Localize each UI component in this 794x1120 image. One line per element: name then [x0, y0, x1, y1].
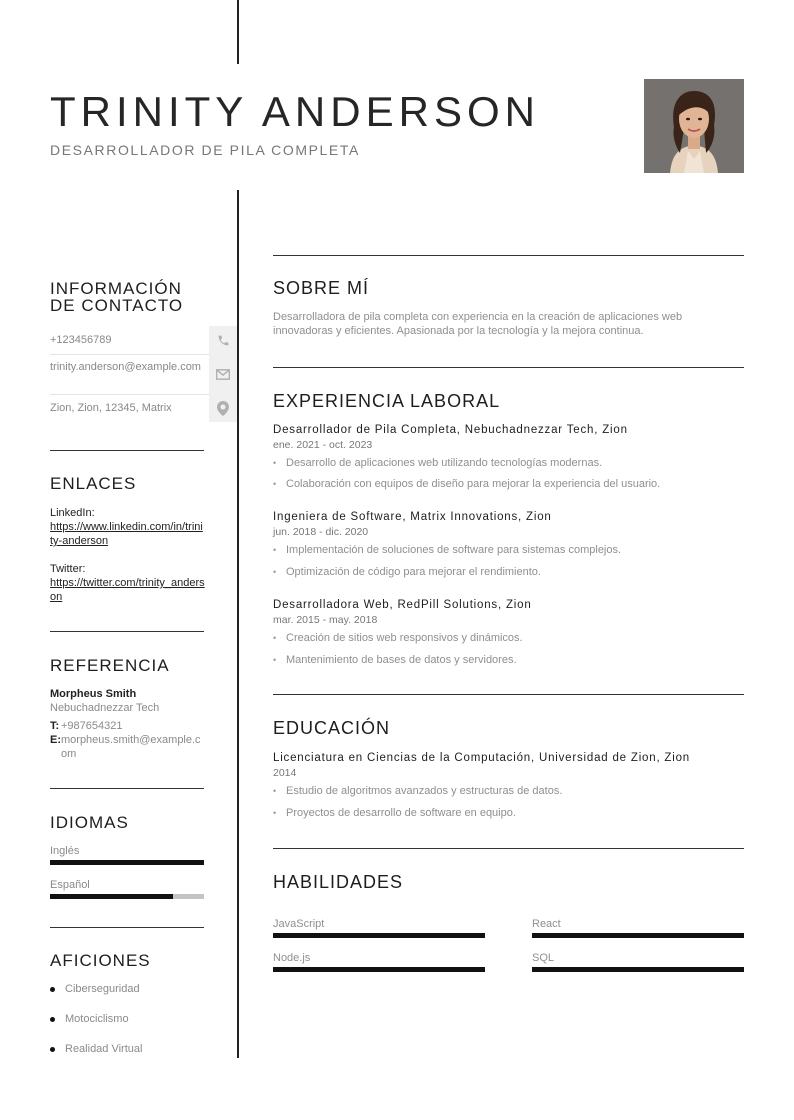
section-divider: [273, 848, 744, 849]
education-bullet-text: Estudio de algoritmos avanzados y estructuras de datos.: [286, 785, 563, 797]
job-entry-title: Ingeniera de Software, Matrix Innovations, Zion: [273, 511, 552, 523]
job-entry-dates: ene. 2021 - oct. 2023: [273, 439, 373, 451]
reference-company: Nebuchadnezzar Tech: [50, 702, 160, 714]
section-divider: [273, 367, 744, 368]
languages-section: [50, 814, 205, 831]
contact-heading-line2: DE CONTACTO: [50, 296, 184, 315]
skill-level-fill: [532, 967, 744, 972]
skill-name: SQL: [532, 952, 555, 964]
hobbies-section: [50, 952, 205, 969]
bullet-icon: [50, 1017, 55, 1022]
skill-level-bar: [273, 933, 485, 938]
education-bullet: • Proyectos de desarrollo de software en equipo.: [273, 807, 516, 819]
language-level-fill: [50, 894, 173, 899]
job-bullet: • Desarrollo de aplicaciones web utilizando tecnologías modernas.: [273, 457, 603, 469]
job-bullet: • Optimización de código para mejorar el rendimiento.: [273, 566, 541, 578]
hobby-item: [50, 1043, 142, 1055]
contact-heading-line1: INFORMACIÓN: [50, 279, 182, 298]
skill-level-bar: [532, 933, 744, 938]
job-bullet-text: Creación de sitios web responsivos y dinámicos.: [286, 632, 523, 644]
reference-name: Morpheus Smith: [50, 688, 137, 700]
skill-level-fill: [273, 967, 485, 972]
education-degree: Licenciatura en Ciencias de la Computación, Universidad de Zion, Zion: [273, 752, 691, 764]
reference-heading: REFERENCIA: [50, 656, 170, 675]
job-entry-title: Desarrollador de Pila Completa, Nebuchadnezzar Tech, Zion: [273, 424, 628, 436]
skills-heading: HABILIDADES: [273, 872, 404, 892]
reference-email-label: E:: [50, 734, 61, 746]
language-level-bar: [50, 860, 204, 865]
reference-section: [50, 657, 205, 761]
hobby-label: Realidad Virtual: [65, 1043, 143, 1055]
phone-icon: [209, 326, 237, 354]
contact-section: [50, 280, 205, 314]
contact-phone: +123456789: [50, 334, 112, 346]
hobby-label: Ciberseguridad: [65, 983, 140, 995]
candidate-name: TRINITY ANDERSON: [50, 88, 540, 135]
contact-address: Zion, Zion, 12345, Matrix: [50, 402, 172, 414]
education-bullet: • Estudio de algoritmos avanzados y estructuras de datos.: [273, 785, 563, 797]
job-bullet-text: Optimización de código para mejorar el rendimiento.: [286, 566, 541, 578]
education-year: 2014: [273, 767, 297, 779]
skill-name: Node.js: [273, 952, 311, 964]
linkedin-link[interactable]: https://www.linkedin.com/in/trinity-anderson: [50, 521, 203, 547]
bullet-icon: [50, 987, 55, 992]
top-divider-line: [237, 0, 239, 64]
reference-phone-label: T:: [50, 720, 60, 732]
job-title: DESARROLLADOR DE PILA COMPLETA: [50, 142, 360, 158]
skill-level-bar: [273, 967, 485, 972]
reference-email-row: [50, 733, 205, 761]
skill-name: JavaScript: [273, 918, 325, 930]
job-bullet-text: Colaboración con equipos de diseño para mejorar la experiencia del usuario.: [286, 478, 661, 490]
languages-heading: IDIOMAS: [50, 813, 129, 832]
education-heading: EDUCACIÓN: [273, 718, 391, 738]
job-entry-dates: jun. 2018 - dic. 2020: [273, 526, 369, 538]
bullet-icon: [50, 1047, 55, 1052]
job-bullet: • Colaboración con equipos de diseño para mejorar la experiencia del usuario.: [273, 478, 661, 490]
section-divider: [273, 255, 744, 256]
hobby-label: Motociclismo: [65, 1013, 129, 1025]
linkedin-label: LinkedIn:: [50, 507, 95, 519]
contact-email: trinity.anderson@example.com: [50, 361, 201, 373]
contact-row-address: [50, 394, 237, 422]
language-name: Español: [50, 879, 90, 891]
language-level-bar: [50, 894, 204, 899]
contact-row-phone: [50, 326, 237, 355]
location-pin-icon: [209, 394, 237, 422]
hobbies-heading: AFICIONES: [50, 951, 151, 970]
skill-level-fill: [532, 933, 744, 938]
twitter-link[interactable]: https://twitter.com/trinity_anderson: [50, 577, 205, 603]
sidebar-divider: [50, 631, 204, 632]
sidebar-divider: [50, 788, 204, 789]
job-entry-dates: mar. 2015 - may. 2018: [273, 614, 378, 626]
hobby-item: [50, 1013, 129, 1025]
mail-icon: [209, 354, 237, 394]
job-bullet: • Mantenimiento de bases de datos y servidores.: [273, 654, 517, 666]
about-text: Desarrolladora de pila completa con experiencia en la creación de aplicaciones web innovadoras y eficientes. Apasionada por la tecnología y la mejora continua.: [273, 311, 683, 337]
job-bullet-text: Desarrollo de aplicaciones web utilizando tecnologías modernas.: [286, 457, 603, 469]
twitter-label: Twitter:: [50, 563, 86, 575]
skill-level-fill: [273, 933, 485, 938]
job-bullet-text: Implementación de soluciones de software para sistemas complejos.: [286, 544, 622, 556]
skill-level-bar: [532, 967, 744, 972]
hobby-item: [50, 983, 140, 995]
experience-heading: EXPERIENCIA LABORAL: [273, 391, 501, 411]
skill-name: React: [532, 918, 561, 930]
education-bullet-text: Proyectos de desarrollo de software en equipo.: [286, 807, 516, 819]
links-section: [50, 475, 205, 604]
language-name: Inglés: [50, 845, 80, 857]
reference-phone: +987654321: [61, 720, 123, 732]
job-bullet: • Creación de sitios web responsivos y dinámicos.: [273, 632, 523, 644]
contact-row-email: [50, 354, 237, 395]
links-heading: ENLACES: [50, 474, 137, 493]
job-bullet: • Implementación de soluciones de software para sistemas complejos.: [273, 544, 622, 556]
job-bullet-text: Mantenimiento de bases de datos y servidores.: [286, 654, 517, 666]
about-heading: SOBRE MÍ: [273, 278, 370, 298]
reference-email: morpheus.smith@example.com: [61, 734, 201, 760]
reference-phone-row: [50, 719, 205, 733]
sidebar-divider: [50, 450, 204, 451]
language-level-fill: [50, 860, 204, 865]
section-divider: [273, 694, 744, 695]
sidebar-divider: [50, 927, 204, 928]
profile-photo: [644, 79, 744, 173]
job-entry-title: Desarrolladora Web, RedPill Solutions, Zion: [273, 599, 532, 611]
portrait-image: [644, 79, 744, 173]
column-divider-line: [237, 190, 239, 1058]
